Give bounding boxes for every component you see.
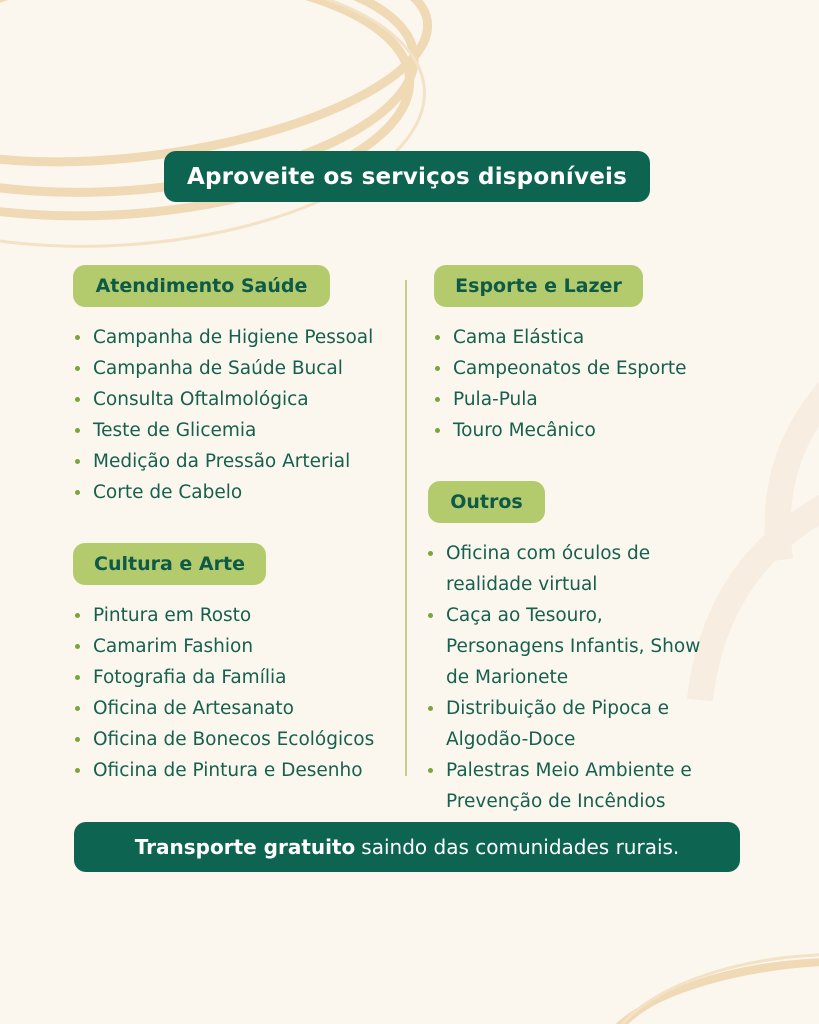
list-item: Palestras Meio Ambiente e Prevenção de Incêndios: [426, 755, 706, 817]
list-item: Oficina com óculos de realidade virtual: [426, 538, 666, 600]
section-heading-saude: Atendimento Saúde: [73, 265, 330, 307]
list-item: Medição da Pressão Arterial: [73, 446, 393, 477]
list-item: Distribuição de Pipoca e Algodão-Doce: [426, 693, 686, 755]
list-item: Oficina de Artesanato: [73, 693, 393, 724]
list-item: Campeonatos de Esporte: [433, 353, 763, 384]
list-item: Campanha de Higiene Pessoal: [73, 322, 393, 353]
list-item: Cama Elástica: [433, 322, 763, 353]
list-saude: [73, 322, 393, 508]
transport-text: saindo das comunidades rurais.: [361, 835, 680, 859]
list-item: Touro Mecânico: [433, 415, 763, 446]
list-item: Pula-Pula: [433, 384, 763, 415]
page-title: Aproveite os serviços disponíveis: [164, 151, 650, 202]
column-divider: [405, 280, 407, 776]
list-item: Consulta Oftalmológica: [73, 384, 393, 415]
list-cultura: [73, 600, 393, 786]
list-item: Corte de Cabelo: [73, 477, 393, 508]
list-item: Camarim Fashion: [73, 631, 393, 662]
list-item: Oficina de Pintura e Desenho: [73, 755, 393, 786]
list-item: Fotografia da Família: [73, 662, 393, 693]
list-item: Campanha de Saúde Bucal: [73, 353, 393, 384]
section-heading-esporte: Esporte e Lazer: [434, 265, 643, 307]
list-item: Teste de Glicemia: [73, 415, 393, 446]
transport-highlight: Transporte gratuito: [134, 835, 356, 859]
transport-banner: [74, 822, 740, 872]
section-heading-cultura: Cultura e Arte: [73, 543, 266, 585]
list-esporte: [433, 322, 763, 446]
list-item: Pintura em Rosto: [73, 600, 393, 631]
list-outros: [426, 538, 726, 817]
section-heading-outros: Outros: [428, 481, 545, 523]
list-item: Caça ao Tesouro, Personagens Infantis, Show de Marionete: [426, 600, 726, 693]
list-item: Oficina de Bonecos Ecológicos: [73, 724, 393, 755]
